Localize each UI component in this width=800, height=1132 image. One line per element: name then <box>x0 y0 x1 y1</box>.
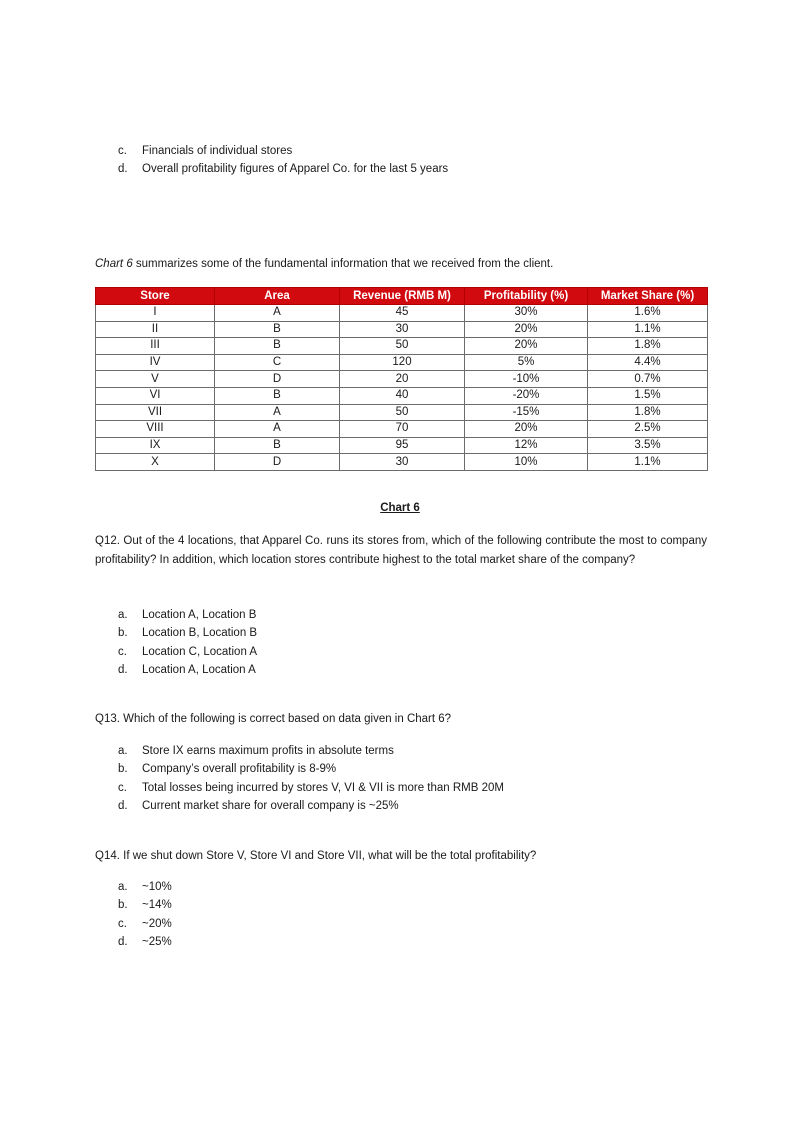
option-text: ~10% <box>142 881 172 893</box>
option-item <box>118 760 504 778</box>
table-cell: 5% <box>465 354 588 371</box>
table-cell: 20% <box>465 321 588 338</box>
question-q14: Q14. If we shut down Store V, Store VI and Store VII, what will be the total profitability? <box>95 850 537 862</box>
option-marker: b. <box>118 627 128 640</box>
table-cell: D <box>215 371 340 388</box>
intro-text: summarizes some of the fundamental information that we received from the client. <box>132 258 554 270</box>
table-row <box>96 387 708 404</box>
table-row <box>96 421 708 438</box>
list-marker: c. <box>118 145 127 157</box>
table-row <box>96 321 708 338</box>
table-row <box>96 305 708 322</box>
top-list <box>118 142 448 179</box>
option-marker: c. <box>118 645 127 658</box>
option-text: Location C, Location A <box>142 645 258 658</box>
table-cell: 2.5% <box>588 421 708 438</box>
intro-paragraph <box>95 255 707 274</box>
q14-options <box>118 878 172 952</box>
table-cell: 1.1% <box>588 454 708 471</box>
table-cell: II <box>96 321 215 338</box>
table-cell: B <box>215 321 340 338</box>
table-cell: 20% <box>465 338 588 355</box>
option-marker: a. <box>118 881 128 893</box>
option-marker: c. <box>118 781 127 794</box>
option-text: Location A, Location B <box>142 609 257 621</box>
option-item <box>118 624 257 642</box>
option-item <box>118 661 257 679</box>
table-cell: 50 <box>340 338 465 355</box>
table-row <box>96 371 708 388</box>
store-table <box>95 287 708 471</box>
list-marker: d. <box>118 163 128 176</box>
table-cell: I <box>96 305 215 322</box>
table-cell: 0.7% <box>588 371 708 388</box>
option-item <box>118 878 172 896</box>
table-cell: 12% <box>465 437 588 454</box>
option-marker: d. <box>118 664 128 677</box>
column-header-revenue: Revenue (RMB M) <box>340 288 465 305</box>
option-text: Current market share for overall company is ~25% <box>142 800 399 813</box>
table-cell: 4.4% <box>588 354 708 371</box>
chart-caption: Chart 6 <box>380 502 420 514</box>
table-cell: A <box>215 305 340 322</box>
option-marker: b. <box>118 763 128 776</box>
chart-reference: Chart 6 <box>95 258 133 270</box>
table-cell: A <box>215 421 340 438</box>
table-cell: A <box>215 404 340 421</box>
table-cell: VII <box>96 404 215 421</box>
option-marker: d. <box>118 800 128 813</box>
table-cell: IV <box>96 354 215 371</box>
q13-options <box>118 742 504 816</box>
option-item <box>118 643 257 661</box>
table-row <box>96 338 708 355</box>
table-cell: 120 <box>340 354 465 371</box>
list-text: Overall profitability figures of Apparel Co. for the last 5 years <box>142 163 449 176</box>
option-item <box>118 896 172 914</box>
table-cell: III <box>96 338 215 355</box>
option-marker: a. <box>118 745 128 757</box>
table-row <box>96 404 708 421</box>
table-cell: 30 <box>340 454 465 471</box>
table-cell: 50 <box>340 404 465 421</box>
table-row <box>96 437 708 454</box>
table-cell: 70 <box>340 421 465 438</box>
column-header-area: Area <box>215 288 340 305</box>
table-header-row <box>96 288 708 305</box>
option-marker: a. <box>118 609 128 621</box>
option-text: ~14% <box>142 899 172 912</box>
column-header-market-share: Market Share (%) <box>588 288 708 305</box>
table-cell: 3.5% <box>588 437 708 454</box>
option-text: ~25% <box>142 936 172 949</box>
table-cell: 20 <box>340 371 465 388</box>
option-item <box>118 797 504 815</box>
option-text: Company’s overall profitability is 8-9% <box>142 763 337 776</box>
table-cell: 30 <box>340 321 465 338</box>
list-item <box>118 160 448 178</box>
option-item <box>118 606 257 624</box>
table-cell: B <box>215 338 340 355</box>
table-cell: 45 <box>340 305 465 322</box>
table-cell: 1.6% <box>588 305 708 322</box>
option-text: ~20% <box>142 917 172 930</box>
table-cell: B <box>215 437 340 454</box>
table-cell: -20% <box>465 387 588 404</box>
option-text: Location A, Location A <box>142 664 256 677</box>
table-cell: IX <box>96 437 215 454</box>
table-cell: 40 <box>340 387 465 404</box>
option-text: Store IX earns maximum profits in absolute terms <box>142 745 394 757</box>
table-cell: X <box>96 454 215 471</box>
table-row <box>96 454 708 471</box>
table-row <box>96 354 708 371</box>
table-cell: 95 <box>340 437 465 454</box>
option-text: Total losses being incurred by stores V, VI & VII is more than RMB 20M <box>142 781 504 794</box>
table-cell: D <box>215 454 340 471</box>
question-q13: Q13. Which of the following is correct based on data given in Chart 6? <box>95 713 452 725</box>
option-item <box>118 779 504 797</box>
option-text: Location B, Location B <box>142 627 258 640</box>
table-cell: 10% <box>465 454 588 471</box>
table-cell: VI <box>96 387 215 404</box>
option-marker: c. <box>118 917 127 930</box>
column-header-profitability: Profitability (%) <box>465 288 588 305</box>
question-q12: Q12. Out of the 4 locations, that Apparel Co. runs its stores from, which of the following contribute the most to company profitability? In addition, which location stores contribute highest to the total market share of the company? <box>95 535 707 566</box>
table-cell: 1.8% <box>588 338 708 355</box>
table-cell: B <box>215 387 340 404</box>
table-cell: VIII <box>96 421 215 438</box>
option-item <box>118 933 172 951</box>
option-item <box>118 742 504 760</box>
option-marker: b. <box>118 899 128 912</box>
table-cell: -10% <box>465 371 588 388</box>
table-cell: -15% <box>465 404 588 421</box>
table-cell: C <box>215 354 340 371</box>
table-cell: V <box>96 371 215 388</box>
table-cell: 1.8% <box>588 404 708 421</box>
column-header-store: Store <box>96 288 215 305</box>
list-text: Financials of individual stores <box>142 145 293 157</box>
q12-options <box>118 606 257 680</box>
table-cell: 30% <box>465 305 588 322</box>
list-item <box>118 142 448 160</box>
table-cell: 20% <box>465 421 588 438</box>
option-item <box>118 915 172 933</box>
table-cell: 1.5% <box>588 387 708 404</box>
option-marker: d. <box>118 936 128 949</box>
table-cell: 1.1% <box>588 321 708 338</box>
